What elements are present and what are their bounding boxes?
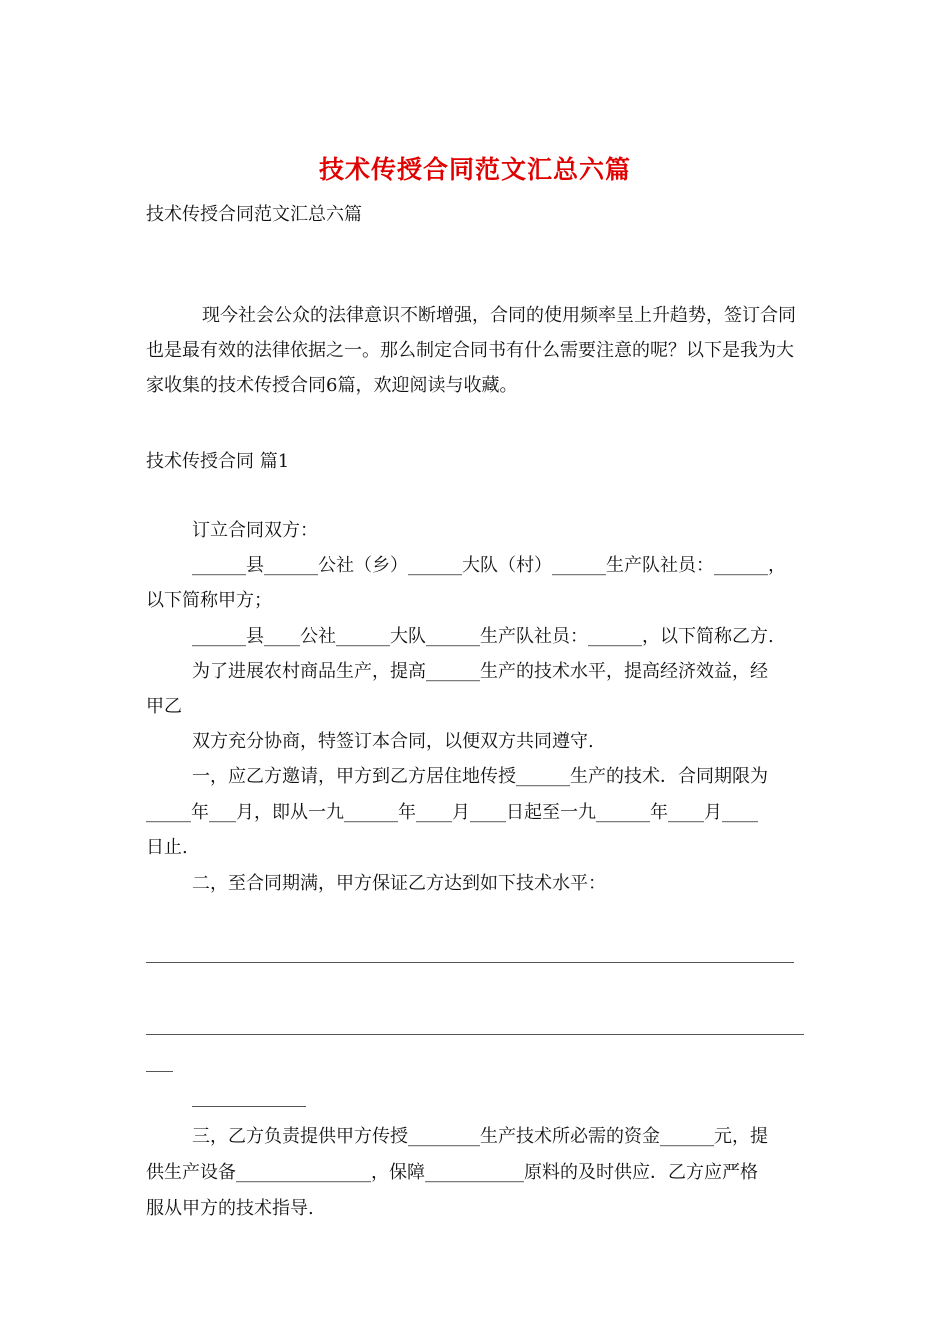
blank-fill-line	[146, 962, 794, 963]
contract-line: 为了进展农村商品生产，提高______生产的技术水平，提高经济效益，经	[192, 661, 768, 682]
blank-fill-line	[146, 1034, 804, 1035]
contract-line: 以下简称甲方；	[146, 590, 272, 611]
contract-line: _____年___月，即从一九______年____月____日起至一九______年____月____	[146, 802, 758, 823]
contract-line: 日止.	[146, 837, 188, 858]
contract-line: 三，乙方负责提供甲方传授________生产技术所必需的资金______元，提	[192, 1126, 768, 1147]
contract-line: ______县____公社______大队______生产队社员：______，以下简称乙方.	[192, 626, 774, 647]
intro-paragraph: 现今社会公众的法律意识不断增强，合同的使用频率呈上升趋势，签订合同也是最有效的法律依据之一。那么制定合同书有什么需要注意的呢？以下是我为大家收集的技术传授合同6篇，欢迎阅读与收藏。	[146, 305, 796, 396]
contract-line: ______县______公社（乡）______大队（村）______生产队社员：______，	[192, 555, 786, 576]
document-title: 技术传授合同范文汇总六篇	[318, 155, 631, 184]
contract-line: 二，至合同期满，甲方保证乙方达到如下技术水平：	[192, 873, 606, 894]
contract-line: 双方充分协商，特签订本合同，以便双方共同遵守.	[192, 731, 594, 752]
contract-line: 供生产设备_______________，保障___________原料的及时供应．乙方应严格	[146, 1162, 758, 1183]
blank-fill-line	[192, 1106, 306, 1107]
section-heading: 技术传授合同 篇1	[146, 451, 290, 472]
contract-line: 服从甲方的技术指导.	[146, 1198, 314, 1219]
contract-line: 订立合同双方：	[192, 520, 318, 541]
contract-line: 一，应乙方邀请，甲方到乙方居住地传授______生产的技术．合同期限为	[192, 766, 768, 787]
document-subtitle: 技术传授合同范文汇总六篇	[146, 204, 362, 225]
contract-line: 甲乙	[146, 696, 182, 717]
blank-fill-line	[146, 1071, 173, 1072]
